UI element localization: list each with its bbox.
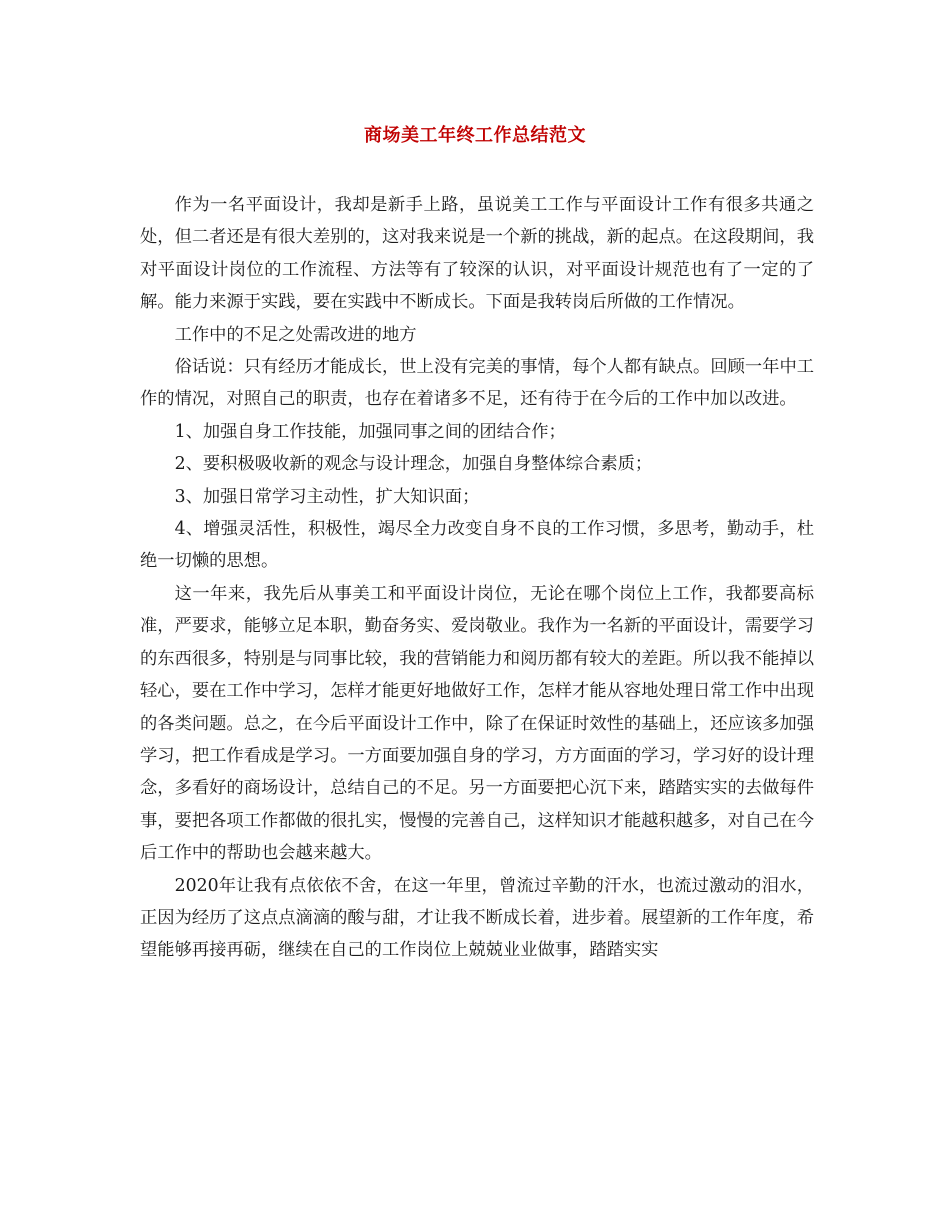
section-heading: 工作中的不足之处需改进的地方	[174, 324, 417, 345]
paragraph: 这一年来，我先后从事美工和平面设计岗位，无论在哪个岗位上工作，我都要高标准，严要求，能够立足本职，勤奋务实、爱岗敬业。我作为一名新的平面设计，需要学习的东西很多，特别是与同事比较，我的营销能力和阅历都有较大的差距。所以我不能掉以轻心，要在工作中学习，怎样才能更好地做好工作，怎样才能从容地处理日常工作中出现的各类问题。总之，在今后平面设计工作中，除了在保证时效性的基础上，还应该多加强学习，把工作看成是学习。一方面要加强自身的学习，方方面面的学习，学习好的设计理念，多看好的商场设计，总结自己的不足。另一方面要把心沉下来，踏踏实实的去做每件事，要把各项工作都做的很扎实，慢慢的完善自己，这样知识才能越积越多，对自己在今后工作中的帮助也会越来越大。	[140, 583, 814, 864]
paragraph: 2020年让我有点依依不舍，在这一年里，曾流过辛勤的汗水，也流过激动的泪水，正因为经历了这点点滴滴的酸与甜，才让我不断成长着，进步着。展望新的工作年度，希望能够再接再砺，继续在自己的工作岗位上兢兢业业做事，踏踏实实	[140, 875, 814, 961]
paragraph: 俗话说：只有经历才能成长，世上没有完美的事情，每个人都有缺点。回顾一年中工作的情况，对照自己的职责，也存在着诸多不足，还有待于在今后的工作中加以改进。	[140, 357, 815, 410]
paragraph: 作为一名平面设计，我却是新手上路，虽说美工工作与平面设计工作有很多共通之处，但二者还是有很大差别的，这对我来说是一个新的挑战，新的起点。在这段期间，我对平面设计岗位的工作流程、方法等有了较深的认识，对平面设计规范也有了一定的了解。能力来源于实践，要在实践中不断成长。下面是我转岗后所做的工作情况。	[140, 195, 814, 313]
list-item: 3、加强日常学习主动性，扩大知识面；	[174, 486, 480, 507]
document-body	[140, 189, 814, 967]
list-item: 2、要积极吸收新的观念与设计理念，加强自身整体综合素质；	[174, 454, 653, 475]
document-title: 商场美工年终工作总结范文	[364, 125, 586, 146]
list-item: 1、加强自身工作技能，加强同事之间的团结合作；	[174, 421, 566, 442]
list-item: 4、增强灵活性，积极性，竭尽全力改变自身不良的工作习惯，多思考，勤动手，杜绝一切懒的思想。	[140, 519, 814, 572]
